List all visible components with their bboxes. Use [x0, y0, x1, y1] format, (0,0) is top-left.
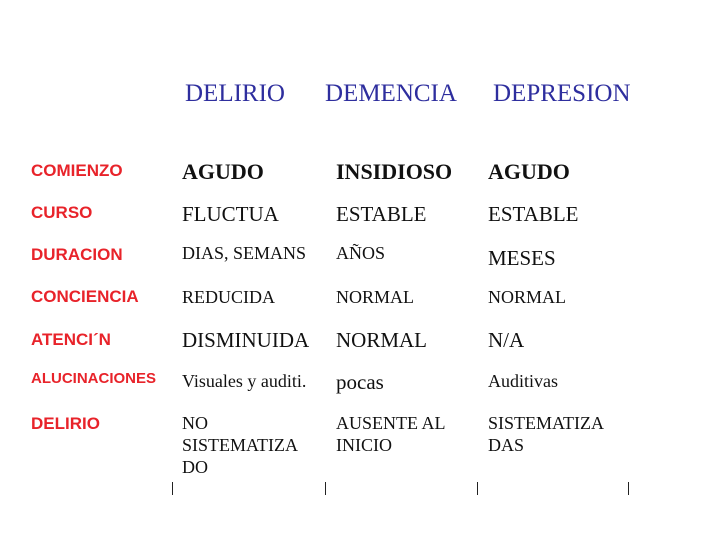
cell-alucinaciones-delirio: Visuales y auditi.	[182, 371, 307, 391]
cell-atencion-demencia: NORMAL	[336, 328, 428, 352]
column-divider-tick	[628, 482, 629, 495]
cell-alucinaciones-demencia: pocas	[336, 370, 384, 394]
row-label-comienzo: COMIENZO	[31, 161, 123, 180]
cell-atencion-delirio: DISMINUIDA	[182, 328, 310, 352]
row-label-alucinaciones: ALUCINACIONES	[31, 370, 157, 387]
cell-comienzo-demencia: INSIDIOSO	[336, 159, 453, 184]
column-divider-tick	[325, 482, 326, 495]
cell-duracion-demencia: AÑOS	[336, 243, 386, 263]
cell-delirio-demencia: AUSENTE AL INICIO	[336, 413, 446, 455]
header-depresion: DEPRESION	[493, 80, 631, 107]
cell-comienzo-delirio: AGUDO	[182, 159, 264, 184]
row-label-atencion: ATENCI´N	[31, 330, 111, 349]
cell-alucinaciones-depresion: Auditivas	[488, 371, 558, 391]
row-label-curso: CURSO	[31, 203, 93, 222]
cell-delirio-depresion: SISTEMATIZA DAS	[488, 413, 604, 455]
cell-curso-demencia: ESTABLE	[336, 202, 427, 226]
cell-atencion-depresion: N/A	[488, 328, 525, 352]
cell-comienzo-depresion: AGUDO	[488, 159, 570, 184]
cell-conciencia-depresion: NORMAL	[488, 287, 567, 307]
header-demencia: DEMENCIA	[325, 80, 457, 107]
column-divider-tick	[477, 482, 478, 495]
cell-duracion-delirio: DIAS, SEMANS	[182, 243, 307, 263]
row-label-conciencia: CONCIENCIA	[31, 287, 139, 306]
cell-curso-delirio: FLUCTUA	[182, 202, 279, 226]
cell-conciencia-demencia: NORMAL	[336, 287, 415, 307]
row-label-delirio: DELIRIO	[31, 414, 100, 433]
column-divider-tick	[172, 482, 173, 495]
cell-duracion-depresion: MESES	[488, 246, 556, 270]
cell-delirio-delirio: NO SISTEMATIZA DO	[182, 413, 298, 477]
header-delirio: DELIRIO	[185, 80, 285, 107]
row-label-duracion: DURACION	[31, 245, 123, 264]
cell-conciencia-delirio: REDUCIDA	[182, 287, 275, 307]
cell-curso-depresion: ESTABLE	[488, 202, 579, 226]
